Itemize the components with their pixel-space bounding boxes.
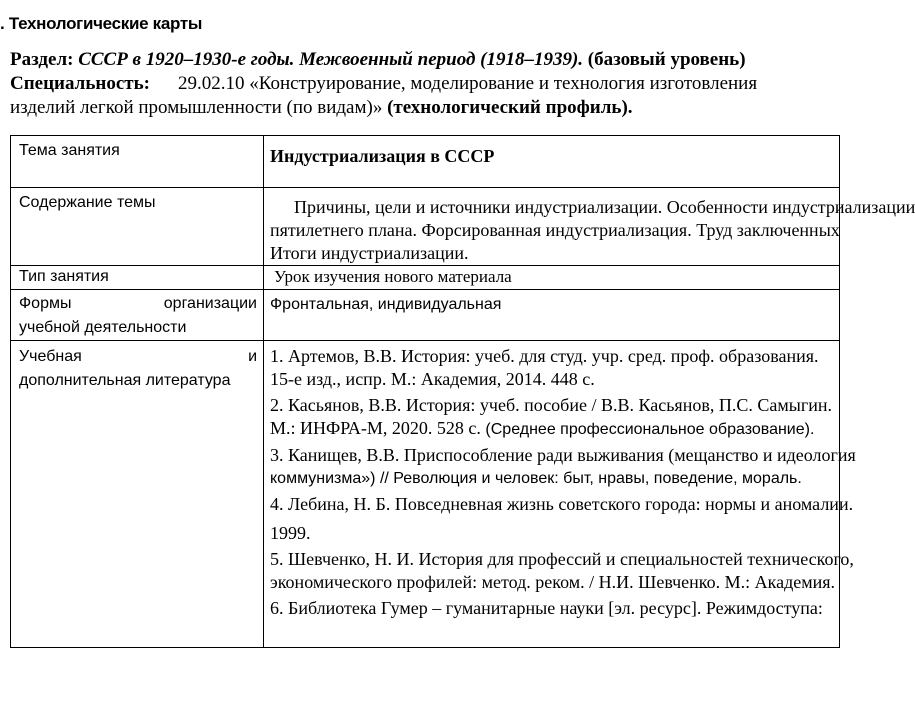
content-text <box>270 196 915 265</box>
table-row <box>11 188 840 266</box>
list-item: 2. Касьянов, В.В. История: учеб. пособие / В.В. Касьянов, П.С. Самыгин. М.: ИНФРА-М, 2020. 528 с. (Среднее профессиональное образование). <box>270 395 832 438</box>
literature-list <box>264 341 856 648</box>
document-title: . Технологические карты <box>0 14 203 33</box>
level-label: (базовый уровень) <box>587 49 746 70</box>
list-item: 6. Библиотека Гумер – гуманитарные науки [эл. ресурс]. Режимдоступа: <box>270 598 823 618</box>
lesson-type-value: Урок изучения нового материала <box>274 267 512 286</box>
literature-label: Учебная и дополнительная литература <box>11 341 264 648</box>
table-row <box>11 136 840 188</box>
table-row <box>11 290 840 341</box>
lesson-table <box>10 135 915 648</box>
table-row <box>11 341 840 648</box>
list-item: 5. Шевченко, Н. И. История для профессий и специальностей технического, экономического профилей: метод. реком. / Н.И. Шевченко. М.: Академия. <box>270 549 854 592</box>
list-item: 1. Артемов, В.В. История: учеб. для студ. учр. сред. проф. образования. 15-е изд., испр. М.: Академия, 2014. 448 с. <box>270 346 819 389</box>
forms-label: Формы организации учебной деятельности <box>11 290 264 341</box>
specialty-code: 29.02.10 «Конструирование, моделирование и технология изготовления <box>177 73 758 94</box>
topic-label: Тема занятия <box>11 136 264 188</box>
content-line-3: Итоги индустриализации. <box>270 243 469 263</box>
list-item: 3. Канищев, В.В. Приспособление ради выживания (мещанство и идеология коммунизма») // Революция и человек: быт, нравы, поведение, мораль. <box>270 445 856 487</box>
specialty-line <box>10 72 810 96</box>
profile-label: (технологический профиль). <box>387 97 633 118</box>
section-title: СССР в 1920–1930-е годы. Межвоенный период (1918–1939). <box>78 49 584 70</box>
list-item: 4. Лебина, Н. Б. Повседневная жизнь советского города: нормы и аномалии. 1999. <box>270 494 854 543</box>
specialty-cont: изделий легкой промышленности (по видам)» <box>10 97 383 118</box>
specialty-continuation <box>10 96 810 120</box>
forms-value: Фронтальная, индивидуальная <box>270 296 502 313</box>
lesson-type-label: Тип занятия <box>11 266 264 290</box>
section-label: Раздел: <box>10 49 74 70</box>
content-label: Содержание темы <box>11 188 264 266</box>
topic-value: Индустриализация в СССР <box>270 146 495 166</box>
section-header <box>10 48 810 120</box>
specialty-label: Специальность: <box>10 73 150 94</box>
table-row <box>11 266 840 290</box>
content-line-1: Причины, цели и источники индустриализации. Особенности индустриализации <box>294 197 915 217</box>
content-line-2: пятилетнего плана. Форсированная индустриализация. Труд заключенных <box>270 220 840 240</box>
section-line <box>10 48 810 72</box>
